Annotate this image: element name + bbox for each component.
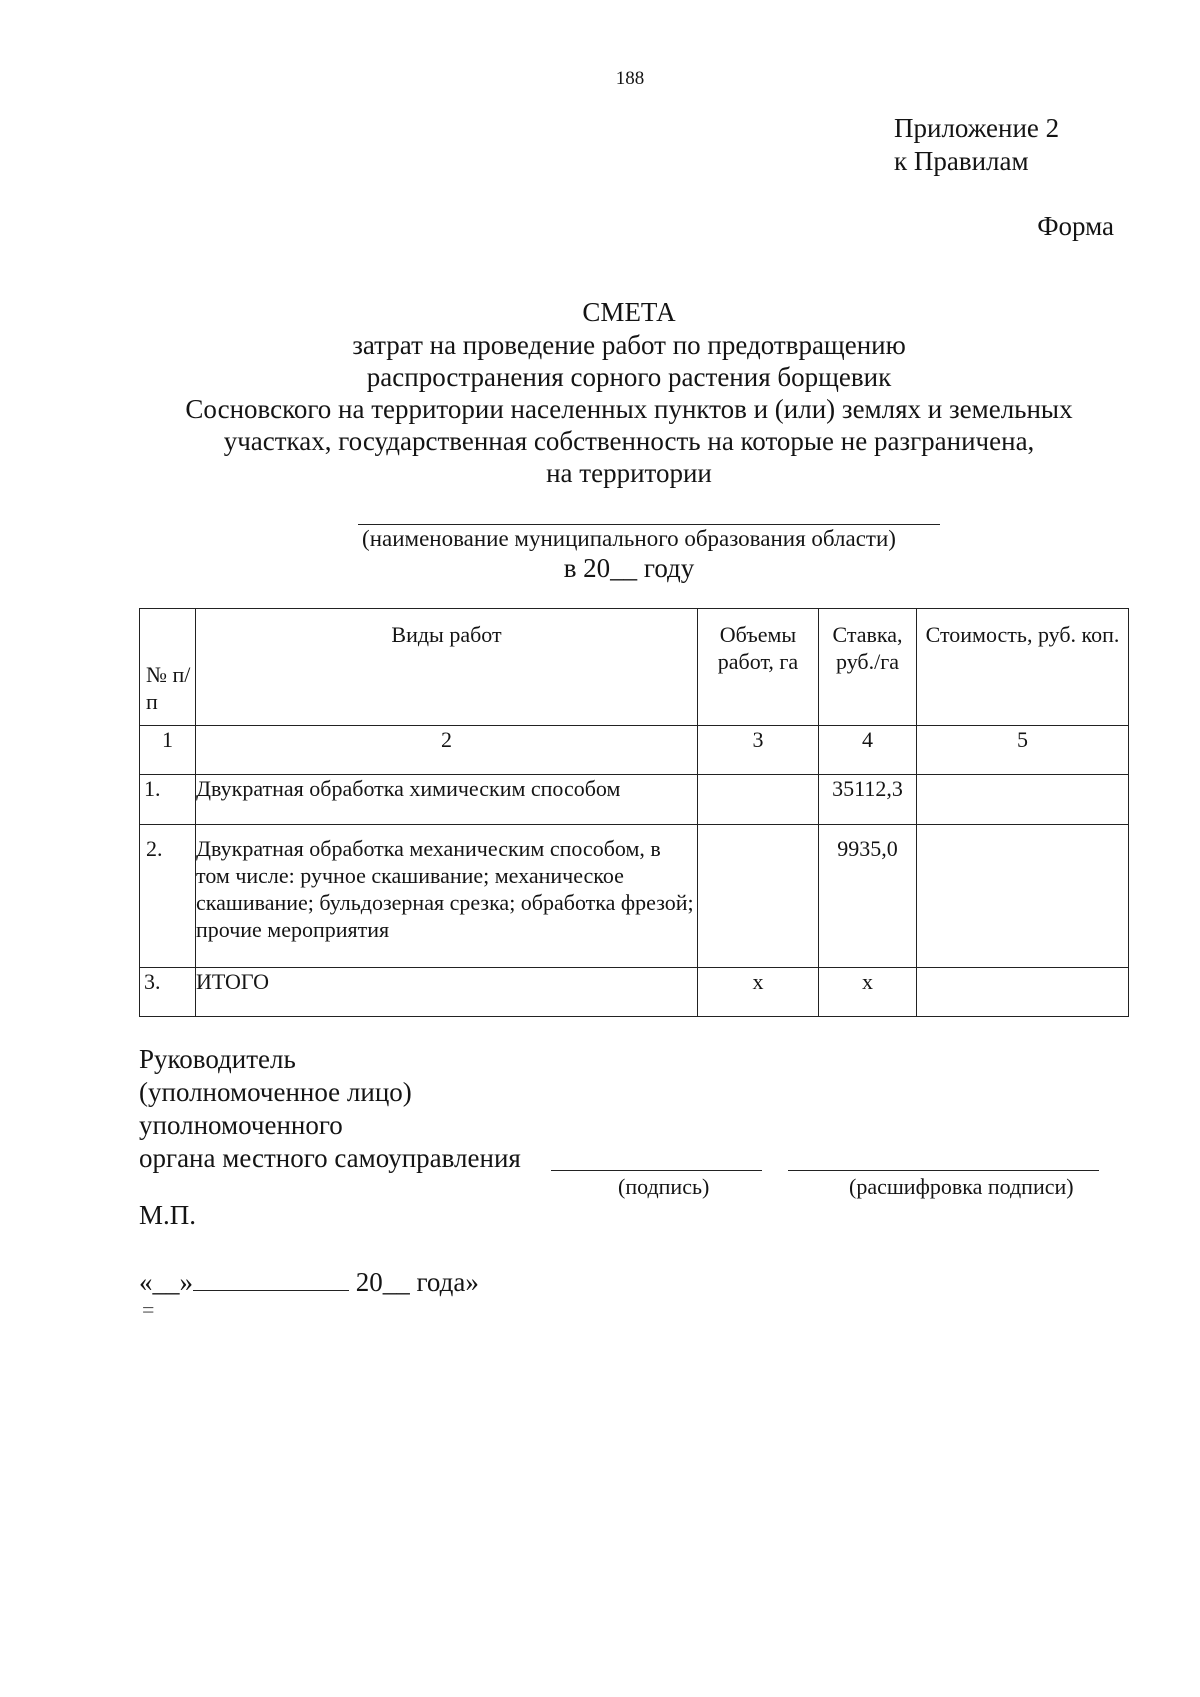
year-line: в 20__ году bbox=[563, 553, 695, 583]
row-volume bbox=[698, 775, 819, 825]
row-work: Двукратная обработка химическим способом bbox=[196, 775, 698, 825]
title-line-2: распространения сорного растения борщевик bbox=[366, 362, 892, 392]
row-num: 2. bbox=[140, 825, 196, 968]
table-index-row bbox=[140, 726, 1129, 775]
document-title bbox=[0, 296, 1200, 489]
municipality-blank-line bbox=[358, 524, 940, 525]
municipality-caption: (наименование муниципального образования области) bbox=[362, 526, 896, 551]
date-day: «__» bbox=[139, 1267, 193, 1297]
title-line-1: затрат на проведение работ по предотвращению bbox=[352, 330, 906, 360]
table-row bbox=[140, 825, 1129, 968]
date-line bbox=[139, 1264, 479, 1298]
title-main: СМЕТА bbox=[582, 297, 676, 327]
row-num: 3. bbox=[140, 968, 196, 1017]
row-work: Двукратная обработка механическим способом, в том числе: ручное скашивание; механическое скашивание; бульдозерная срезка; обработка фрезой; прочие мероприятия bbox=[196, 825, 698, 968]
stamp-place: М.П. bbox=[139, 1200, 197, 1230]
header-volume: Объемы работ, га bbox=[698, 609, 819, 726]
index-cell: 3 bbox=[698, 726, 819, 775]
date-month-blank bbox=[193, 1264, 349, 1291]
title-line-5: на территории bbox=[546, 458, 712, 488]
margin-mark: = bbox=[142, 1297, 155, 1322]
estimate-table bbox=[139, 608, 1129, 1017]
appendix-reference bbox=[894, 112, 1059, 178]
appendix-line-1: Приложение 2 bbox=[894, 113, 1060, 143]
row-cost bbox=[917, 825, 1129, 968]
form-label: Форма bbox=[1037, 211, 1114, 241]
header-rate: Ставка, руб./га bbox=[819, 609, 917, 726]
header-cost: Стоимость, руб. коп. bbox=[917, 609, 1129, 726]
signature-caption: (подпись) bbox=[618, 1174, 710, 1199]
row-volume bbox=[698, 825, 819, 968]
table-row bbox=[140, 775, 1129, 825]
row-cost bbox=[917, 775, 1129, 825]
header-num: № п/п bbox=[140, 609, 196, 726]
date-year: 20__ года» bbox=[355, 1267, 479, 1297]
row-work: ИТОГО bbox=[196, 968, 698, 1017]
header-work-types: Виды работ bbox=[196, 609, 698, 726]
appendix-line-2: к Правилам bbox=[894, 146, 1029, 176]
table-header-row bbox=[140, 609, 1129, 726]
row-cost bbox=[917, 968, 1129, 1017]
index-cell: 4 bbox=[819, 726, 917, 775]
row-rate: 9935,0 bbox=[819, 825, 917, 968]
index-cell: 5 bbox=[917, 726, 1129, 775]
signature-line-2: (уполномоченное лицо) bbox=[139, 1077, 412, 1107]
row-rate: 35112,3 bbox=[819, 775, 917, 825]
signature-blank-line bbox=[551, 1170, 762, 1171]
title-line-4: участках, государственная собственность на которые не разграничена, bbox=[223, 426, 1035, 456]
row-volume: x bbox=[698, 968, 819, 1017]
table-row-total bbox=[140, 968, 1129, 1017]
index-cell: 2 bbox=[196, 726, 698, 775]
index-cell: 1 bbox=[140, 726, 196, 775]
row-num: 1. bbox=[140, 775, 196, 825]
page-number: 188 bbox=[615, 68, 645, 89]
signature-line-1: Руководитель bbox=[139, 1044, 296, 1074]
signature-line-4: органа местного самоуправления bbox=[139, 1143, 521, 1173]
title-line-3: Сосновского на территории населенных пунктов и (или) землях и земельных bbox=[185, 394, 1073, 424]
signature-block bbox=[139, 1043, 521, 1175]
decoding-blank-line bbox=[788, 1170, 1099, 1171]
signature-line-3: уполномоченного bbox=[139, 1110, 343, 1140]
decoding-caption: (расшифровка подписи) bbox=[849, 1174, 1074, 1199]
row-rate: x bbox=[819, 968, 917, 1017]
